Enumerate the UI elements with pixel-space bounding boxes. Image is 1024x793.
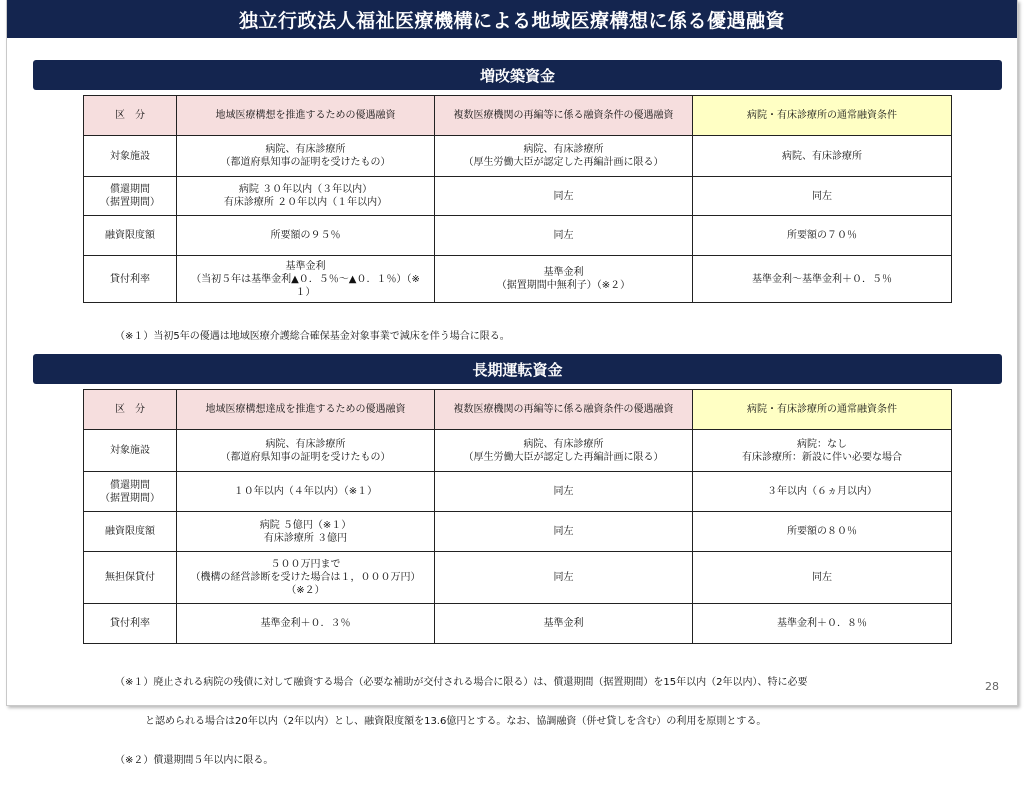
table-row <box>84 472 952 512</box>
table-cell: 病院、有床診療所 <box>693 136 952 177</box>
table-header-row <box>84 96 952 136</box>
row-label: 貸付利率 <box>84 604 177 644</box>
table-row <box>84 552 952 604</box>
table-cell: 基準金利 （据置期間中無利子）（※２） <box>435 256 693 303</box>
table-cell: 病院：なし 有床診療所：新設に伴い必要な場合 <box>693 430 952 472</box>
table-cell: 病院 ５億円（※１） 有床診療所 ３億円 <box>177 512 435 552</box>
table-cell: 病院、有床診療所 （都道府県知事の証明を受けたもの） <box>177 430 435 472</box>
table-cell: 病院、有床診療所 （厚生労働大臣が認定した再編計画に限る） <box>435 136 693 177</box>
header-cell: 区 分 <box>84 390 177 430</box>
working-capital-table <box>83 389 952 644</box>
table-cell: １０年以内（４年以内）（※１） <box>177 472 435 512</box>
renovation-table <box>83 95 952 303</box>
row-label: 貸付利率 <box>84 256 177 303</box>
table-cell: 病院、有床診療所 （厚生労働大臣が認定した再編計画に限る） <box>435 430 693 472</box>
header-cell: 複数医療機関の再編等に係る融資条件の優遇融資 <box>435 96 693 136</box>
table-cell: 基準金利 <box>435 604 693 644</box>
row-label: 償還期間 （据置期間） <box>84 472 177 512</box>
header-cell: 複数医療機関の再編等に係る融資条件の優遇融資 <box>435 390 693 430</box>
working-capital-notes <box>115 650 807 793</box>
page-title: 独立行政法人福祉医療機構による地域医療構想に係る優遇融資 <box>7 0 1017 38</box>
page-number: 28 <box>985 680 999 693</box>
table-cell: 基準金利～基準金利＋０．５％ <box>693 256 952 303</box>
header-cell: 区 分 <box>84 96 177 136</box>
table-cell: 同左 <box>435 177 693 216</box>
row-label: 償還期間 （据置期間） <box>84 177 177 216</box>
slide <box>6 0 1018 766</box>
row-label: 融資限度額 <box>84 216 177 256</box>
table-cell: 所要額の９５％ <box>177 216 435 256</box>
table-cell: 同左 <box>435 216 693 256</box>
row-label: 無担保貸付 <box>84 552 177 604</box>
table-cell: ３年以内（６ヵ月以内） <box>693 472 952 512</box>
table-row <box>84 136 952 177</box>
table-cell: 同左 <box>693 177 952 216</box>
row-label: 対象施設 <box>84 136 177 177</box>
table-row <box>84 216 952 256</box>
table-row <box>84 430 952 472</box>
table-cell: 基準金利＋０．８％ <box>693 604 952 644</box>
table-cell: 所要額の８０％ <box>693 512 952 552</box>
footnote: と認められる場合は20年以内（2年以内）とし、融資限度額を13.6億円とする。なお、協調融資（併せ貸しを含む）の利用を原則とする。 <box>115 716 767 727</box>
section-heading-working-capital: 長期運転資金 <box>33 354 1002 384</box>
header-cell: 地域医療構想を推進するための優遇融資 <box>177 96 435 136</box>
table-cell: 基準金利 （当初５年は基準金利▲０．５％～▲０．１％）（※ １） <box>177 256 435 303</box>
row-label: 融資限度額 <box>84 512 177 552</box>
table-row <box>84 512 952 552</box>
table-cell: 同左 <box>435 552 693 604</box>
footnote: （※１）廃止される病院の残債に対して融資する場合（必要な補助が交付される場合に限る）は、償還期間（据置期間）を15年以内（2年以内）、特に必要 <box>115 677 808 688</box>
table-cell: 病院 ３０年以内（３年以内） 有床診療所 ２０年以内（１年以内） <box>177 177 435 216</box>
table-cell: 所要額の７０％ <box>693 216 952 256</box>
table-cell: 病院、有床診療所 （都道府県知事の証明を受けたもの） <box>177 136 435 177</box>
header-cell: 病院・有床診療所の通常融資条件 <box>693 96 952 136</box>
footnote: （※１）当初5年の優遇は地域医療介護総合確保基金対象事業で減床を伴う場合に限る。 <box>115 331 510 342</box>
header-cell: 病院・有床診療所の通常融資条件 <box>693 390 952 430</box>
footnote: （※２）償還期間５年以内に限る。 <box>115 755 274 766</box>
row-label: 対象施設 <box>84 430 177 472</box>
table-cell: ５００万円まで （機構の経営診断を受けた場合は１，０００万円） （※２） <box>177 552 435 604</box>
table-cell: 同左 <box>435 512 693 552</box>
section-heading-renovation: 増改築資金 <box>33 60 1002 90</box>
table-cell: 同左 <box>693 552 952 604</box>
table-cell: 同左 <box>435 472 693 512</box>
table-header-row <box>84 390 952 430</box>
table-cell: 基準金利＋０．３％ <box>177 604 435 644</box>
table-row <box>84 177 952 216</box>
table-row <box>84 256 952 303</box>
table-row <box>84 604 952 644</box>
header-cell: 地域医療構想達成を推進するための優遇融資 <box>177 390 435 430</box>
